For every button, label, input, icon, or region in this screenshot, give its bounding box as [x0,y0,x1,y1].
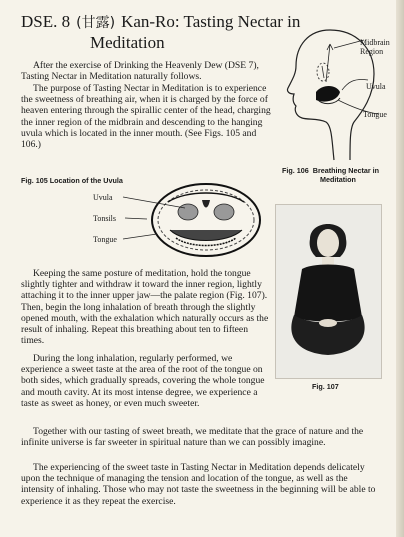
fig105-uvula-label: Uvula [93,193,113,202]
exercise-code: DSE. 8 [21,12,71,31]
body-paragraph-1: Keeping the same posture of meditation, hold the tongue slightly tighter and withdraw it toward the inner region, lightly attaching it to the inner upper jaw—the palate region (Fig. 107). Then, begin the long inhalation of breath through the slightly opened mouth, with the exhalation which naturally occurs as the result of inhaling. Repeat this breathing about ten to fifteen times. [21,268,269,347]
fig105-tongue-label: Tongue [93,235,117,244]
title-line-1: Kan-Ro: Tasting Nectar in [121,12,301,31]
fig105-caption: Fig. 105 Location of the Uvula [21,176,123,185]
fig106-tongue-label: Tongue [363,110,387,119]
fig107-caption: Fig. 107 [312,382,339,391]
body-paragraph-2: During the long inhalation, regularly performed, we experience a sweet taste at the area of the root of the tongue on both sides, which gradually spreads, covering the whole tongue and mouth cavity. At its most intense degree, we experience a taste as sweet as honey, or even much sweeter. [21,353,265,409]
fig105-leader-lines [117,190,197,246]
body-paragraph-4: The experiencing of the sweet taste in Tasting Nectar in Meditation depends delicately upon the technique of managing the tension and location of the tongue, as well as the intensity of inhaling. Those who may not taste the sweetness in the beginning will be able to experience it as they repeat the exercise. [21,462,376,507]
midbrain-label: Midbrain Region [360,38,390,56]
fig106-uvula-label: Uvula [366,82,386,91]
meditation-photo [275,204,382,379]
intro-paragraph-2: The purpose of Tasting Nectar in Meditation is to experience the sweetness of breathing air, when it is charged by the force of heaven entering through the spirallic center of the head, charging the inner region of the midbrain and descending to the hanging uvula which is located in the inner mouth. (See Figs. 105 and 106.) [21,83,271,151]
kanji-title: (甘露) [76,15,116,31]
body-paragraph-3: Together with our tasting of sweet breath, we meditate that the grace of nature and the infinite universe is far sweeter in spiritual nature than we can possibly imagine. [21,426,364,449]
fig105-tonsils-label: Tonsils [93,214,116,223]
fig106-caption: Fig. 106 Breathing Nectar in Meditation [282,166,380,184]
page-edge [396,0,404,537]
title-line-2: Meditation [90,33,165,52]
intro-paragraph-1: After the exercise of Drinking the Heavenly Dew (DSE 7), Tasting Nectar in Meditation naturally follows. [21,60,259,83]
